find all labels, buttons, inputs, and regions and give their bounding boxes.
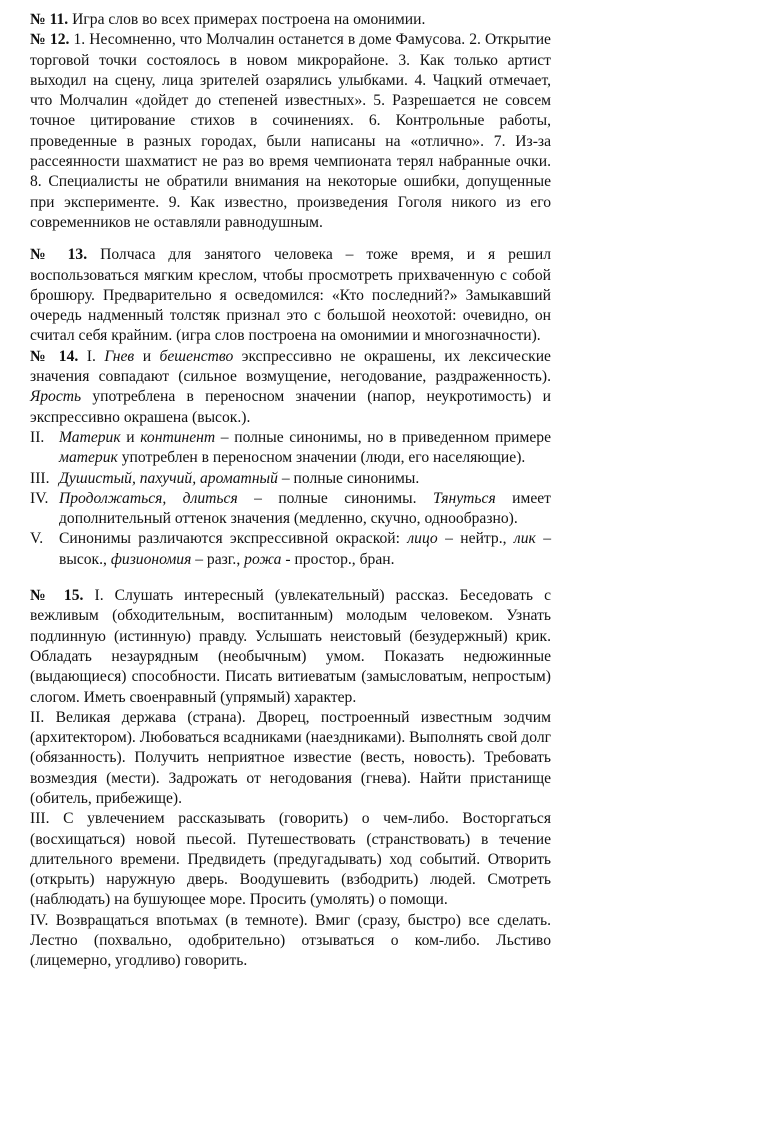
roman-label: III.: [30, 469, 50, 487]
exercise-number: № 11.: [30, 11, 69, 28]
term: Ярость: [30, 388, 82, 406]
text: употреблена в переносном значении (напор, неукротимость) и экспрессивно окрашена (высок.).: [30, 388, 551, 426]
term: Гнев: [104, 347, 135, 365]
exercise-text: Игра слов во всех примерах построена на омонимии.: [72, 11, 426, 28]
term: Тянуться: [432, 489, 496, 507]
exercise-13: [30, 245, 551, 346]
term: лик: [513, 530, 536, 548]
item-text: [59, 529, 551, 570]
exercise-11: [30, 10, 551, 30]
term: физиономия: [110, 550, 192, 568]
exercise-text: I. Слушать интересный (увлекательный) рассказ. Беседовать с вежливым (обходительным, воспитанным) молодым человеком. Узнать подлинную (истинную) правду. Услышать неистовый (безудержный) крик. Обладать незаурядным (необычным) умом. Показать недюжинные (выдающиеся) способности. Писать витиеватым (замысловатым, непростым) слогом. Иметь своенравный (упрямый) характер.: [30, 587, 551, 706]
text: – нейтр.,: [437, 530, 514, 548]
text: имеет дополнительный оттенок значения (медленно, скучно, однообразно).: [59, 489, 551, 528]
text: экспрессивно не окрашены, их лексические значения совпадают (сильное возмущение, негодование, раздраженность).: [30, 347, 551, 386]
roman-label: IV.: [30, 489, 49, 507]
item-text: [59, 489, 551, 530]
text: и: [134, 347, 160, 365]
exercise-15-part-2: II. Великая держава (страна). Дворец, построенный известным зодчим (архитектором). Любоваться всадниками (наездниками). Выполнять свой долг (обязанность). Получить неприятное известие (весть, новость). Требовать возмездия (мести). Задрожать от негодования (гнева). Найти пристанище (обитель, прибежище).: [30, 708, 551, 807]
exercise-12: [30, 30, 551, 233]
term: Продолжаться, длиться: [59, 489, 238, 507]
exercise-text: 1. Несомненно, что Молчалин останется в доме Фамусова. 2. Открытие торговой точки состоялось в новом микрорайоне. 3. Как только артист выходил на сцену, лица зрителей озарялись улыбками. 4. Чацкий отмечает, что Молчалин «дойдет до степеней известных». 5. Разрешается не совсем точное цитирование стихов в сочинениях. 6. Контрольные работы, проведенные в разных городах, были написаны на «отлично». 7. Из-за рассеянности шахматист не раз во время чемпионата терял набранные очки. 8. Специалисты не обратили внимания на некоторые ошибки, допущенные при эксперименте. 9. Как известно, произведения Гоголя никого из его современников не оставляли равнодушным.: [30, 31, 551, 231]
exercise-number: № 12.: [30, 31, 70, 49]
exercise-text: Полчаса для занятого человека – тоже время, и я решил воспользоваться мягким креслом, чтобы просмотреть прихваченную с собой брошюру. Предварительно я осведомился: «Кто последний?» Замыкавший очередь надменный толстяк признал это с большой неохотой: очевидно, он считал себя крайним. (игра слов построена на омонимии и многозначности).: [30, 246, 552, 345]
text: и: [120, 428, 141, 446]
term: лицо: [407, 530, 438, 548]
exercise-14-part-3: [30, 469, 551, 489]
term: континент: [140, 428, 216, 446]
roman-label: II.: [30, 428, 45, 446]
term: материк: [59, 449, 118, 467]
text: - простор., бран.: [281, 550, 395, 568]
text: Синонимы различаются экспрессивной окраской:: [59, 530, 408, 548]
text: – полные синонимы.: [277, 469, 420, 487]
exercise-14-part-1: [30, 347, 551, 428]
term: Материк: [59, 428, 121, 446]
text: употреблен в переносном значении (люди, его населяющие).: [117, 449, 526, 467]
document-page: [30, 10, 551, 972]
exercise-15-part-3: III. С увлечением рассказывать (говорить) о чем-либо. Восторгаться (восхищаться) новой пьесой. Путешествовать (странствовать) в течение длительного времени. Предвидеть (предугадывать) ход событий. Отворить (открыть) наружную дверь. Воодушевить (взбодрить) людей. Смотреть (наблюдать) на бушующее море. Просить (умолять) о помощи.: [30, 810, 551, 909]
exercise-15-part-4: IV. Возвращаться впотьмах (в темноте). Вмиг (сразу, быстро) все сделать. Лестно (похвально, одобрительно) отзываться о ком-либо. Льстиво (лицемерно, угодливо) говорить.: [30, 911, 551, 970]
roman-label: I.: [86, 347, 96, 365]
text: – высок.,: [59, 530, 551, 568]
exercise-14-part-2: [30, 428, 551, 469]
exercise-14-part-5: [30, 529, 551, 570]
roman-label: V.: [30, 530, 44, 548]
term: бешенство: [159, 347, 234, 365]
exercise-14-part-4: [30, 489, 551, 530]
text: – разг.,: [191, 550, 245, 568]
text: – полные синонимы.: [237, 489, 433, 507]
exercise-number: № 15.: [30, 587, 84, 605]
exercise-15-part-1: [30, 586, 551, 708]
text: – полные синонимы, но в приведенном примере: [215, 428, 551, 446]
item-text: [59, 469, 551, 489]
exercise-number: № 14.: [30, 347, 79, 365]
term: Душистый, пахучий, ароматный: [59, 469, 278, 487]
term: рожа: [244, 550, 282, 568]
item-text: [59, 428, 551, 469]
exercise-number: № 13.: [30, 246, 88, 264]
